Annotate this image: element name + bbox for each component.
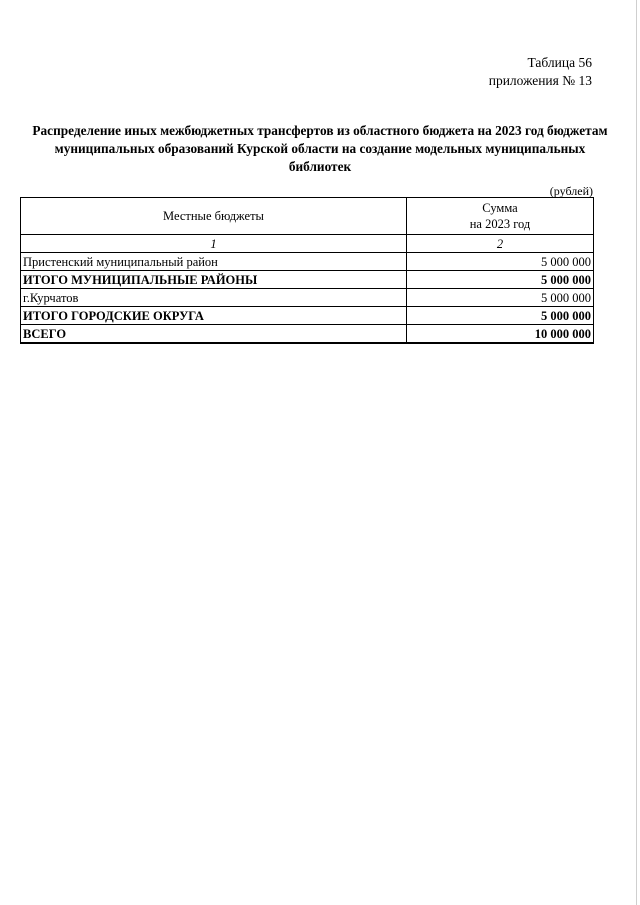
budget-table	[20, 197, 594, 344]
column-number-2: 2	[407, 235, 594, 253]
table-row-total	[21, 271, 594, 289]
table-row	[21, 289, 594, 307]
table-number: Таблица 56	[527, 55, 592, 70]
column-number-row	[21, 235, 594, 253]
row-amount: 10 000 000	[407, 325, 594, 344]
row-name: ИТОГО ГОРОДСКИЕ ОКРУГА	[21, 307, 407, 325]
row-amount: 5 000 000	[407, 271, 594, 289]
header-sum	[407, 198, 594, 235]
row-amount: 5 000 000	[407, 307, 594, 325]
row-amount: 5 000 000	[407, 253, 594, 271]
page-edge-line	[636, 0, 637, 905]
row-amount: 5 000 000	[407, 289, 594, 307]
units-label: (рублей)	[549, 184, 593, 198]
row-name: Пристенский муниципальный район	[21, 253, 407, 271]
row-name: ИТОГО МУНИЦИПАЛЬНЫЕ РАЙОНЫ	[21, 271, 407, 289]
table-row-grand-total	[21, 325, 594, 344]
table-row-total	[21, 307, 594, 325]
column-number-1: 1	[21, 235, 407, 253]
table-row	[21, 253, 594, 271]
title-line-1: Распределение иных межбюджетных трансфертов из областного бюджета на 2023 год бюджетам	[32, 123, 608, 138]
document-title	[24, 122, 616, 176]
title-line-3: библиотек	[288, 159, 352, 174]
header-sum-line-2: на 2023 год	[469, 217, 531, 231]
title-line-2: муниципальных образований Курской области на создание модельных муниципальных	[54, 141, 586, 156]
appendix-number: приложения № 13	[488, 73, 592, 88]
table-header-row	[21, 198, 594, 235]
row-name: г.Курчатов	[21, 289, 407, 307]
header-local-budgets: Местные бюджеты	[21, 198, 407, 235]
row-name: ВСЕГО	[21, 325, 407, 344]
table-reference	[489, 54, 592, 90]
header-sum-line-1: Сумма	[482, 201, 518, 215]
